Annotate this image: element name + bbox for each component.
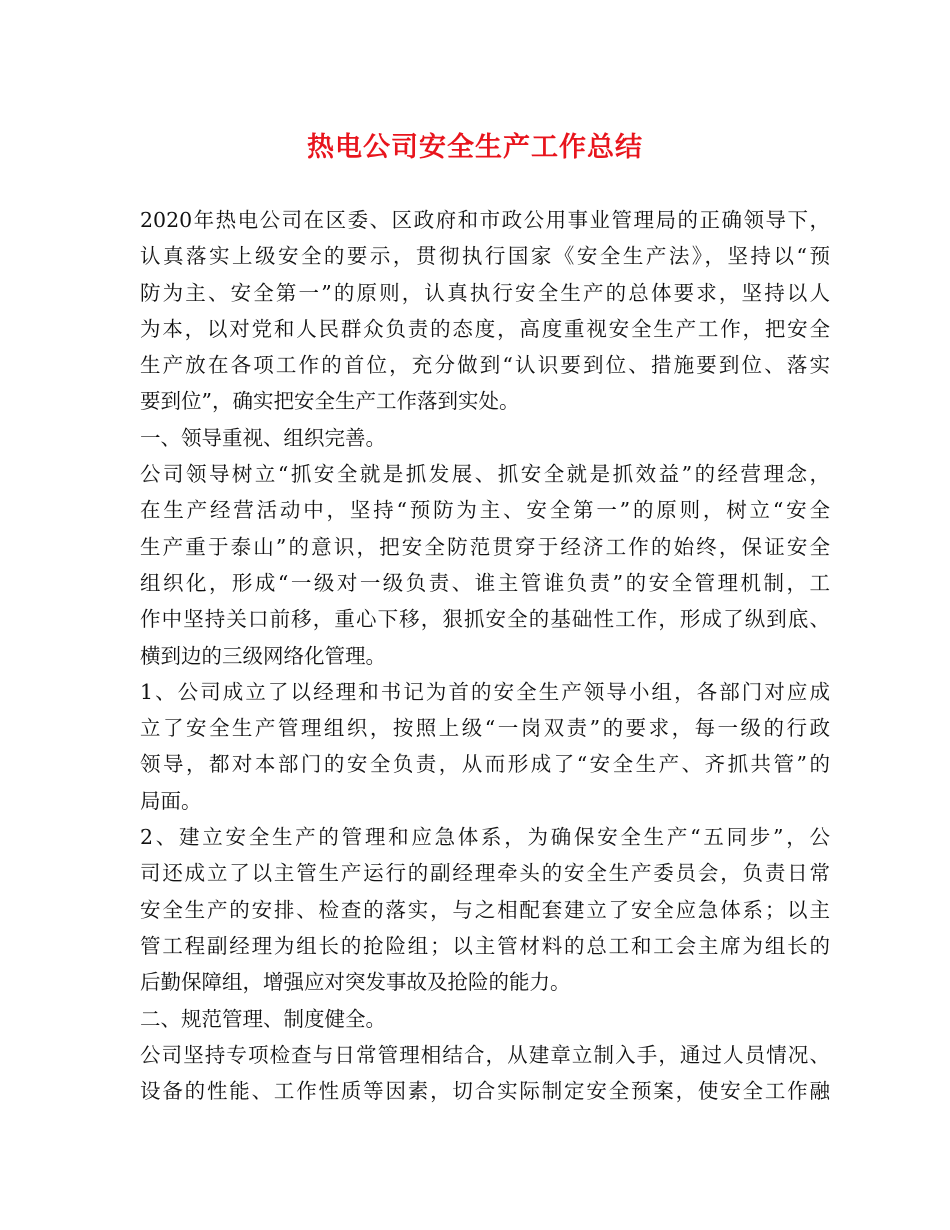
body-line: 要到位”，确实把安全生产工作落到实处。 <box>140 389 520 414</box>
body-line: 领导，都对本部门的安全负责，从而形成了“安全生产、齐抓共管”的 <box>140 752 830 777</box>
body-line: 公司坚持专项检查与日常管理相结合，从建章立制入手，通过人员情况、 <box>140 1042 830 1067</box>
body-line: 2、建立安全生产的管理和应急体系，为确保安全生产“五同步”，公 <box>140 825 830 850</box>
body-line: 横到边的三级网络化管理。 <box>140 643 386 668</box>
body-line: 防为主、安全第一”的原则，认真执行安全生产的总体要求，坚持以人 <box>140 280 830 305</box>
body-line: 1、公司成立了以经理和书记为首的安全生产领导小组，各部门对应成 <box>140 679 830 704</box>
body-line: 在生产经营活动中，坚持“预防为主、安全第一”的原则，树立“安全 <box>140 498 830 523</box>
body-line: 管工程副经理为组长的抢险组；以主管材料的总工和工会主席为组长的 <box>140 933 830 958</box>
body-line: 2020年热电公司在区委、区政府和市政公用事业管理局的正确领导下， <box>140 208 830 232</box>
body-line: 局面。 <box>140 788 202 813</box>
body-line: 生产放在各项工作的首位，充分做到“认识要到位、措施要到位、落实 <box>140 353 830 378</box>
body-line: 立了安全生产管理组织，按照上级“一岗双责”的要求，每一级的行政 <box>140 716 830 741</box>
body-line: 公司领导树立“抓安全就是抓发展、抓安全就是抓效益”的经营理念， <box>140 462 830 487</box>
document-title: 热电公司安全生产工作总结 <box>307 132 643 163</box>
body-line: 组织化，形成“一级对一级负责、谁主管谁负责”的安全管理机制，工 <box>140 570 830 595</box>
body-line: 后勤保障组，增强应对突发事故及抢险的能力。 <box>140 970 571 995</box>
body-line: 安全生产的安排、检查的落实，与之相配套建立了安全应急体系；以主 <box>140 897 830 922</box>
section-heading: 二、规范管理、制度健全。 <box>140 1006 386 1031</box>
body-line: 作中坚持关口前移，重心下移，狠抓安全的基础性工作，形成了纵到底、 <box>140 607 830 632</box>
section-heading: 一、领导重视、组织完善。 <box>140 425 386 450</box>
body-line: 设备的性能、工作性质等因素，切合实际制定安全预案，使安全工作融 <box>140 1079 830 1104</box>
document-body <box>140 202 830 1109</box>
body-line: 为本，以对党和人民群众负责的态度，高度重视安全生产工作，把安全 <box>140 316 830 341</box>
body-line: 认真落实上级安全的要示，贯彻执行国家《安全生产法》，坚持以“预 <box>140 244 830 269</box>
body-line: 生产重于泰山”的意识，把安全防范贯穿于经济工作的始终，保证安全 <box>140 534 830 559</box>
body-line: 司还成立了以主管生产运行的副经理牵头的安全生产委员会，负责日常 <box>140 861 830 886</box>
